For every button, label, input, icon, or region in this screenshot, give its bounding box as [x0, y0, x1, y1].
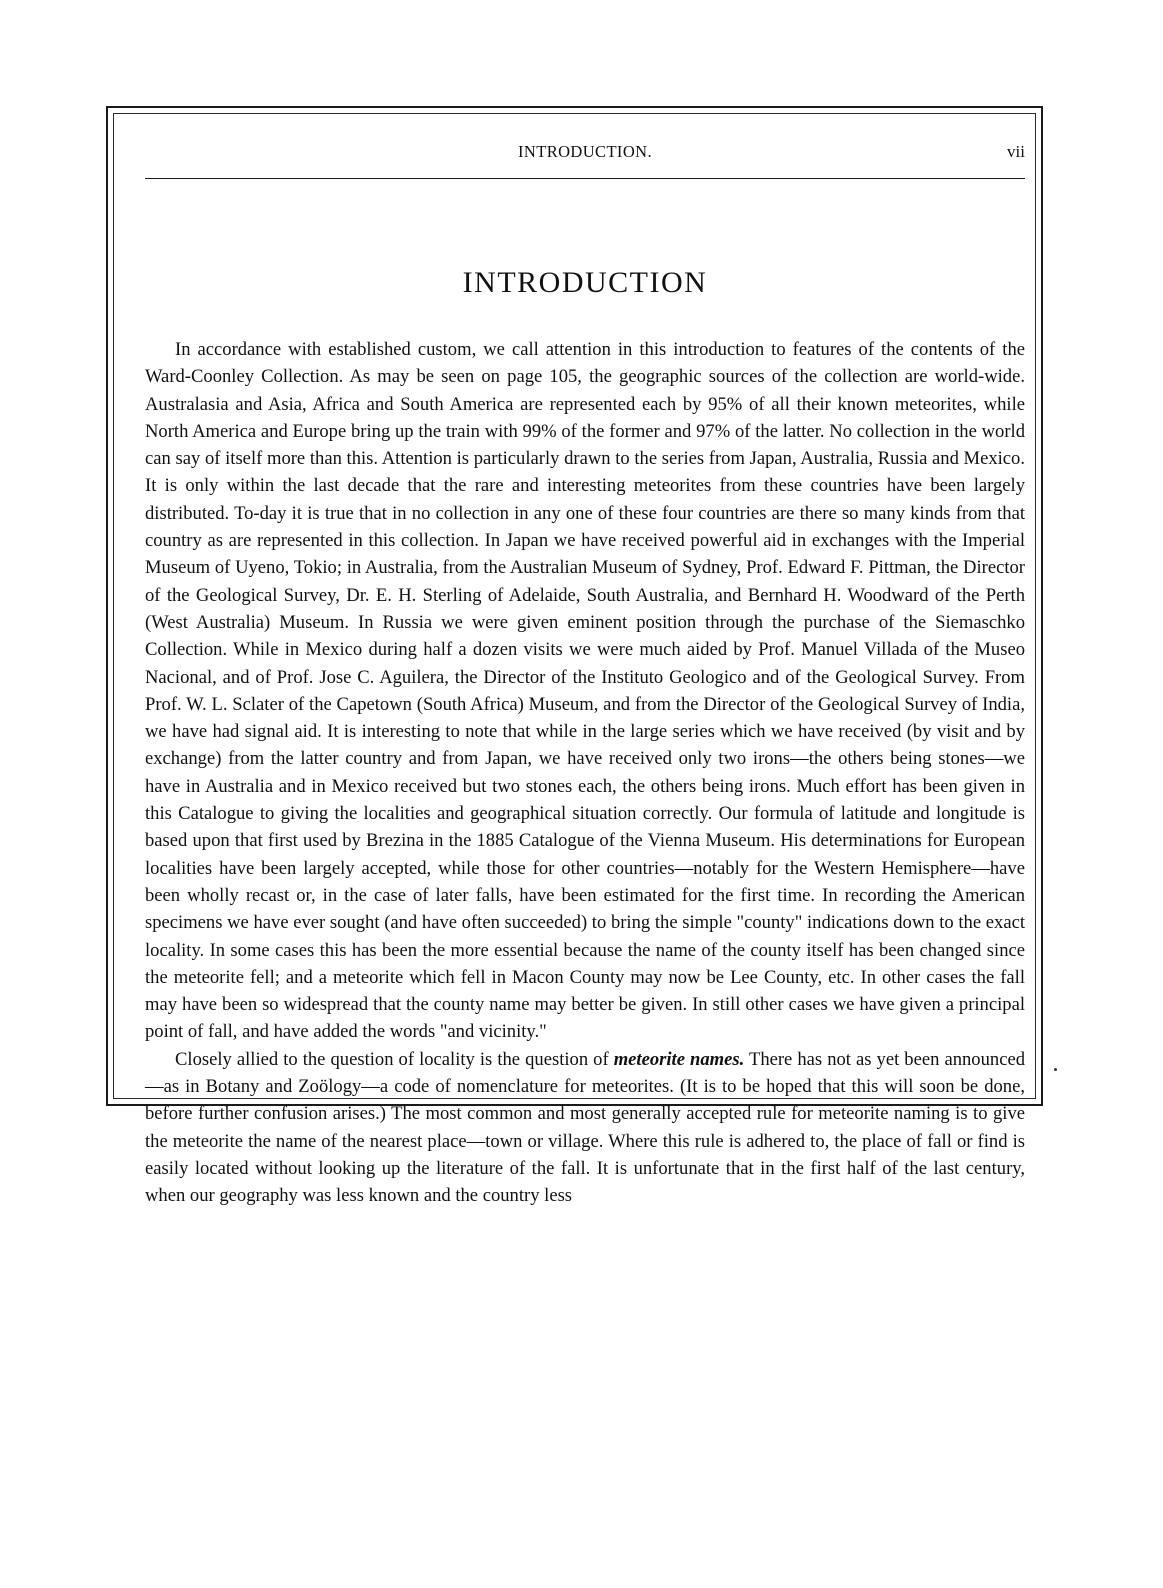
- running-header: [145, 140, 1025, 168]
- paragraph-1: In accordance with established custom, we call attention in this introduction to features of the contents of the Ward-Coonley Collection. As may be seen on page 105, the geographic sources of the collection are world-wide. Australasia and Asia, Africa and South America are represented each by 95% of all their known meteorites, while North America and Europe bring up the train with 99% of the former and 97% of the latter. No collection in the world can say of itself more than this. Attention is particularly drawn to the series from Japan, Australia, Russia and Mexico. It is only within the last decade that the rare and interesting meteorites from these countries have been largely distributed. To-day it is true that in no collection in any one of these four countries are there so many kinds from that country as are represented in this collection. In Japan we have received powerful aid in exchanges with the Imperial Museum of Uyeno, Tokio; in Australia, from the Australian Museum of Sydney, Prof. Edward F. Pittman, the Director of the Geological Survey, Dr. E. H. Sterling of Adelaide, South Australia, and Bernhard H. Woodward of the Perth (West Australia) Museum. In Russia we were given eminent position through the purchase of the Siemaschko Collection. While in Mexico during half a dozen visits we were much aided by Prof. Manuel Villada of the Museo Nacional, and of Prof. Jose C. Aguilera, the Director of the Instituto Geologico and of the Geological Survey. From Prof. W. L. Sclater of the Capetown (South Africa) Museum, and from the Director of the Geological Survey of India, we have had signal aid. It is interesting to note that while in the large series which we have received (by visit and by exchange) from the latter country and from Japan, we have received only two irons—the others being stones—we have in Australia and in Mexico received but two stones each, the others being irons. Much effort has been given in this Catalogue to giving the localities and geographical situation correctly. Our formula of latitude and longitude is based upon that first used by Brezina in the 1885 Catalogue of the Vienna Museum. His determinations for European localities have been largely accepted, while those for other countries—notably for the Western Hemisphere—have been wholly recast or, in the case of later falls, have been estimated for the first time. In recording the American specimens we have ever sought (and have often succeeded) to bring the simple "county" indications down to the exact locality. In some cases this has been the more essential because the name of the county itself has been changed since the meteorite fell; and a meteorite which fell in Macon County may now be Lee County, etc. In other cases the fall may have been so widespread that the county name may better be given. In still other cases we have given a principal point of fall, and have added the words "and vicinity.": [145, 339, 1025, 1043]
- paragraph-2: [145, 1046, 1025, 1210]
- body-text: [145, 336, 1025, 1210]
- paragraph-2-before: Closely allied to the question of locality is the question of: [175, 1048, 614, 1070]
- paragraph-2-after: There has not as yet been announced—as in Botany and Zoölogy—a code of nomenclature for meteorites. (It is to be hoped that this will soon be done, before further confusion arises.) The most common and most generally accepted rule for meteorite naming is to give the meteorite the name of the nearest place—town or village. Where this rule is adhered to, the place of fall or find is easily located without looking up the literature of the fall. It is unfortunate that in the first half of the last century, when our geography was less known and the country less: [145, 1048, 1025, 1207]
- header-rule: [145, 178, 1025, 179]
- running-title: INTRODUCTION.: [518, 142, 652, 161]
- paragraph-2-emphasis: meteorite names.: [613, 1048, 745, 1070]
- chapter-title: INTRODUCTION: [462, 266, 708, 299]
- page-number: vii: [1007, 142, 1025, 161]
- scan-speck: [1054, 1068, 1057, 1071]
